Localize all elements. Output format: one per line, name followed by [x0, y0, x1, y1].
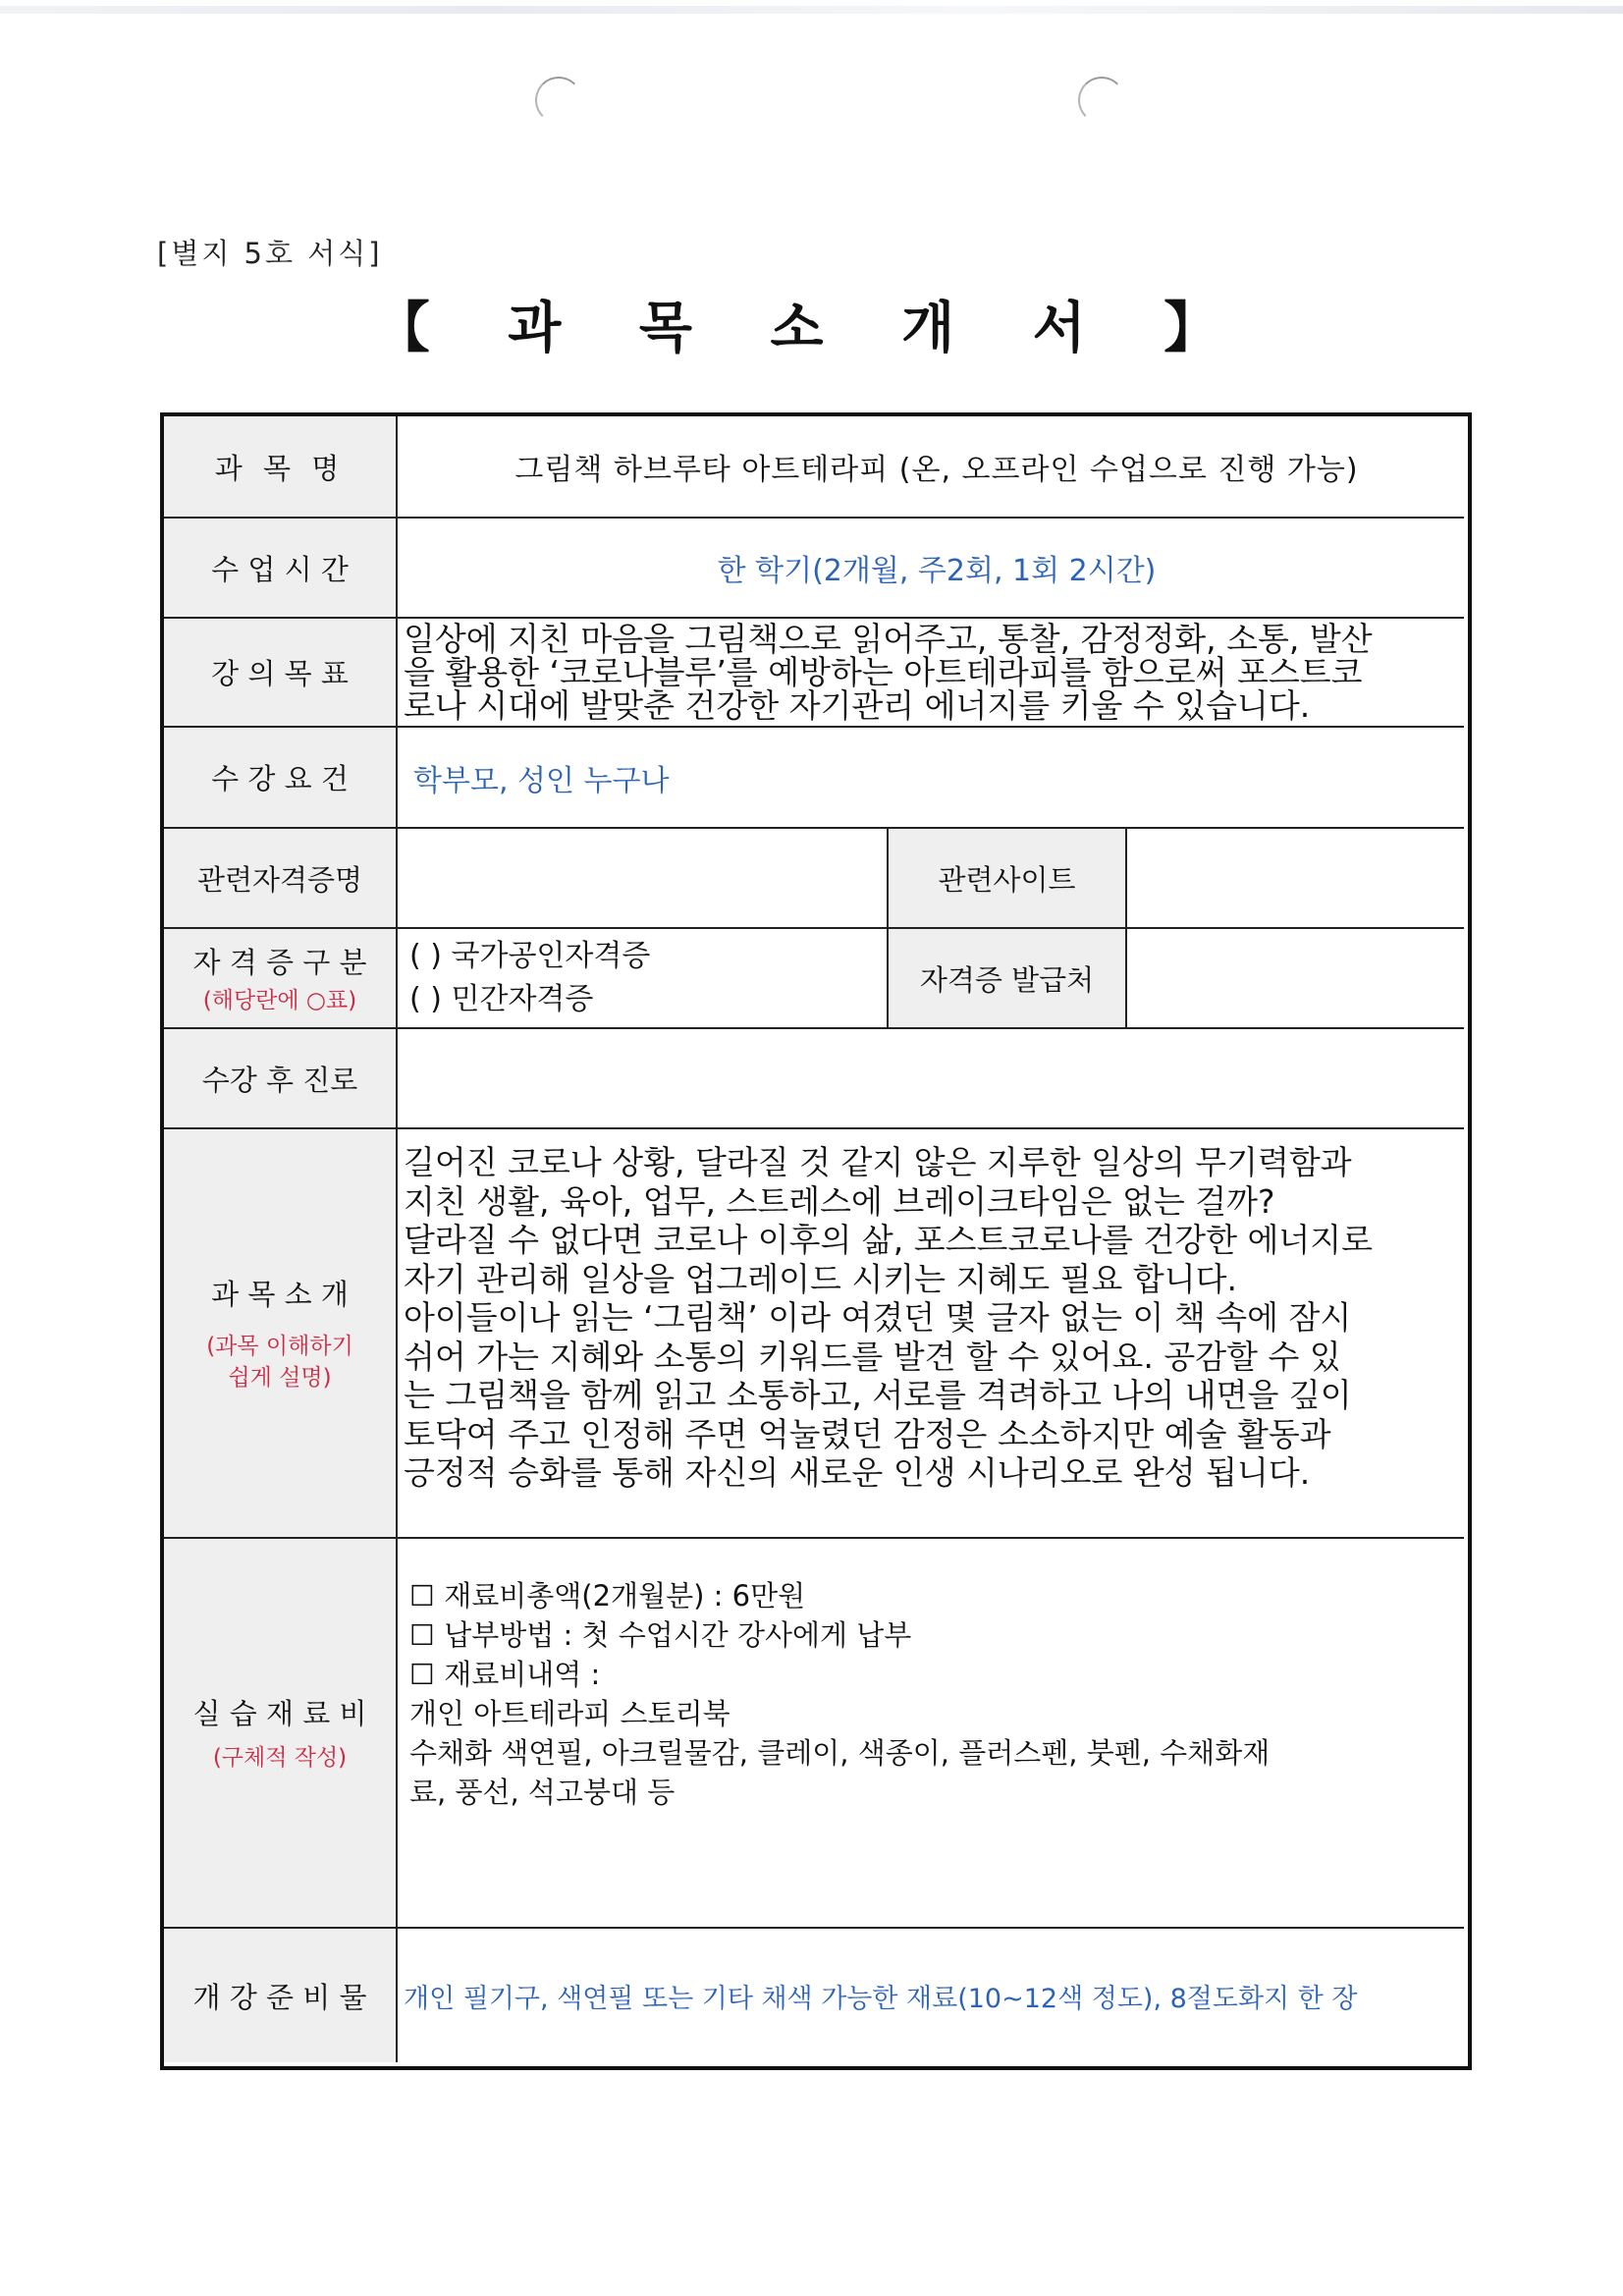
issuer-value: [1127, 929, 1464, 1027]
label-materials: [164, 1539, 396, 1927]
intro-line: 는 그림책을 함께 읽고 소통하고, 서로를 격려하고 나의 내면을 깊이: [404, 1376, 1352, 1414]
label-related-site: [889, 829, 1125, 927]
career-value: [398, 1029, 1464, 1127]
materials-line: 개인 아트테라피 스토리북: [409, 1697, 730, 1730]
goal-line: 일상에 지친 마음을 그림책으로 읽어주고, 통찰, 감정정화, 소통, 발산: [404, 620, 1373, 658]
label-issuer: [889, 929, 1125, 1027]
document-title: 【 과 목 소 개 서 】: [374, 297, 1249, 360]
certificate-name-value: [398, 829, 887, 927]
punch-hole-left: [535, 77, 582, 124]
materials-line: 수채화 색연필, 아크릴물감, 클레이, 색종이, 플러스펜, 붓펜, 수채화재: [409, 1736, 1271, 1770]
intro-line: 아이들이나 읽는 ‘그림책’ 이라 여겼던 몇 글자 없는 이 책 속에 잠시: [404, 1298, 1352, 1337]
intro-line: 쉬어 가는 지혜와 소통의 키워드를 발견 할 수 있어요. 공감할 수 있: [404, 1337, 1341, 1376]
label-prep: [164, 1929, 396, 2062]
intro-value: [398, 1129, 1464, 1537]
label-text: 과 목 명: [214, 451, 346, 485]
intro-line: 긍정적 승화를 통해 자신의 새로운 인생 시나리오로 완성 됩니다.: [404, 1453, 1311, 1492]
class-time-text: 한 학기(2개월, 주2회, 1회 2시간): [717, 554, 1157, 588]
label-subtext-line: 쉽게 설명): [228, 1365, 332, 1391]
option-private-cert[interactable]: ( ) 민간자격증: [409, 982, 594, 1016]
intro-line: 자기 관리해 일상을 업그레이드 시키는 지혜도 필요 합니다.: [404, 1259, 1237, 1298]
label-class-time: [164, 519, 396, 617]
intro-line: 달라질 수 없다면 코로나 이후의 삶, 포스트코로나를 건강한 에너지로: [404, 1221, 1373, 1259]
class-time-value: [398, 519, 1464, 617]
label-subtext: [206, 1331, 353, 1394]
form-label: [별지 5호 서식]: [157, 237, 383, 270]
requirements-value: [398, 728, 1464, 827]
label-goal: [164, 619, 396, 726]
materials-line: 료, 풍선, 석고붕대 등: [409, 1776, 676, 1809]
intro-line: 지친 생활, 육아, 업무, 스트레스에 브레이크타임은 없는 걸까?: [404, 1181, 1275, 1221]
label-certificate-name: [164, 829, 396, 927]
label-career: [164, 1029, 396, 1127]
goal-value: [398, 619, 1464, 726]
goal-line: 을 활용한 ‘코로나블루’를 예방하는 아트테라피를 함으로써 포스트코: [404, 653, 1363, 691]
goal-line: 로나 시대에 발맞춘 건강한 자기관리 에너지를 키울 수 있습니다.: [404, 686, 1311, 725]
label-course-name: [164, 416, 396, 517]
course-name-value: [398, 416, 1464, 517]
label-text: 관련사이트: [938, 862, 1076, 897]
scan-artifact: [0, 6, 1623, 14]
course-name-text: 그림책 하브루타 아트테라피 (온, 오프라인 수업으로 진행 가능): [514, 453, 1359, 487]
intro-line: 길어진 코로나 상황, 달라질 것 같지 않은 지루한 일상의 무기력함과: [404, 1143, 1352, 1181]
label-subtext: (구체적 작성): [212, 1745, 348, 1771]
intro-line: 토닥여 주고 인정해 주면 억눌렸던 감정은 소소하지만 예술 활동과: [404, 1414, 1331, 1453]
prep-text: 개인 필기구, 색연필 또는 기타 채색 가능한 재료(10~12색 정도), 8절도화지 한 장: [404, 1983, 1358, 2014]
label-text: 자격증 발급처: [919, 962, 1095, 997]
punch-hole-right: [1078, 77, 1125, 124]
label-text: 실 습 재 료 비: [192, 1697, 367, 1730]
label-text: 자 격 증 구 분: [192, 945, 367, 979]
label-text: 강 의 목 표: [211, 657, 349, 690]
label-text: 과 목 소 개: [211, 1278, 349, 1311]
label-text: 수강 후 진로: [201, 1063, 358, 1097]
label-certificate-type: [164, 929, 396, 1027]
label-subtext: (해당란에 ○표): [202, 987, 357, 1013]
related-site-value: [1127, 829, 1464, 927]
certificate-type-options: [398, 929, 887, 1027]
materials-line: ☐ 재료비내역 :: [409, 1658, 601, 1691]
requirements-text: 학부모, 성인 누구나: [413, 763, 670, 798]
materials-line: ☐ 재료비총액(2개월분) : 6만원: [409, 1579, 806, 1613]
label-text: 개 강 준 비 물: [192, 1980, 367, 2014]
materials-value: [398, 1539, 1464, 1927]
label-text: 관련자격증명: [196, 862, 363, 897]
materials-line: ☐ 납부방법 : 첫 수업시간 강사에게 납부: [409, 1618, 912, 1652]
label-text: 수 업 시 간: [211, 552, 349, 586]
label-intro: [164, 1129, 396, 1537]
label-text: 수 강 요 건: [211, 762, 349, 795]
prep-value: [398, 1929, 1464, 2062]
label-subtext-line: (과목 이해하기: [206, 1334, 353, 1359]
option-national-cert[interactable]: ( ) 국가공인자격증: [409, 939, 651, 973]
label-requirements: [164, 728, 396, 827]
